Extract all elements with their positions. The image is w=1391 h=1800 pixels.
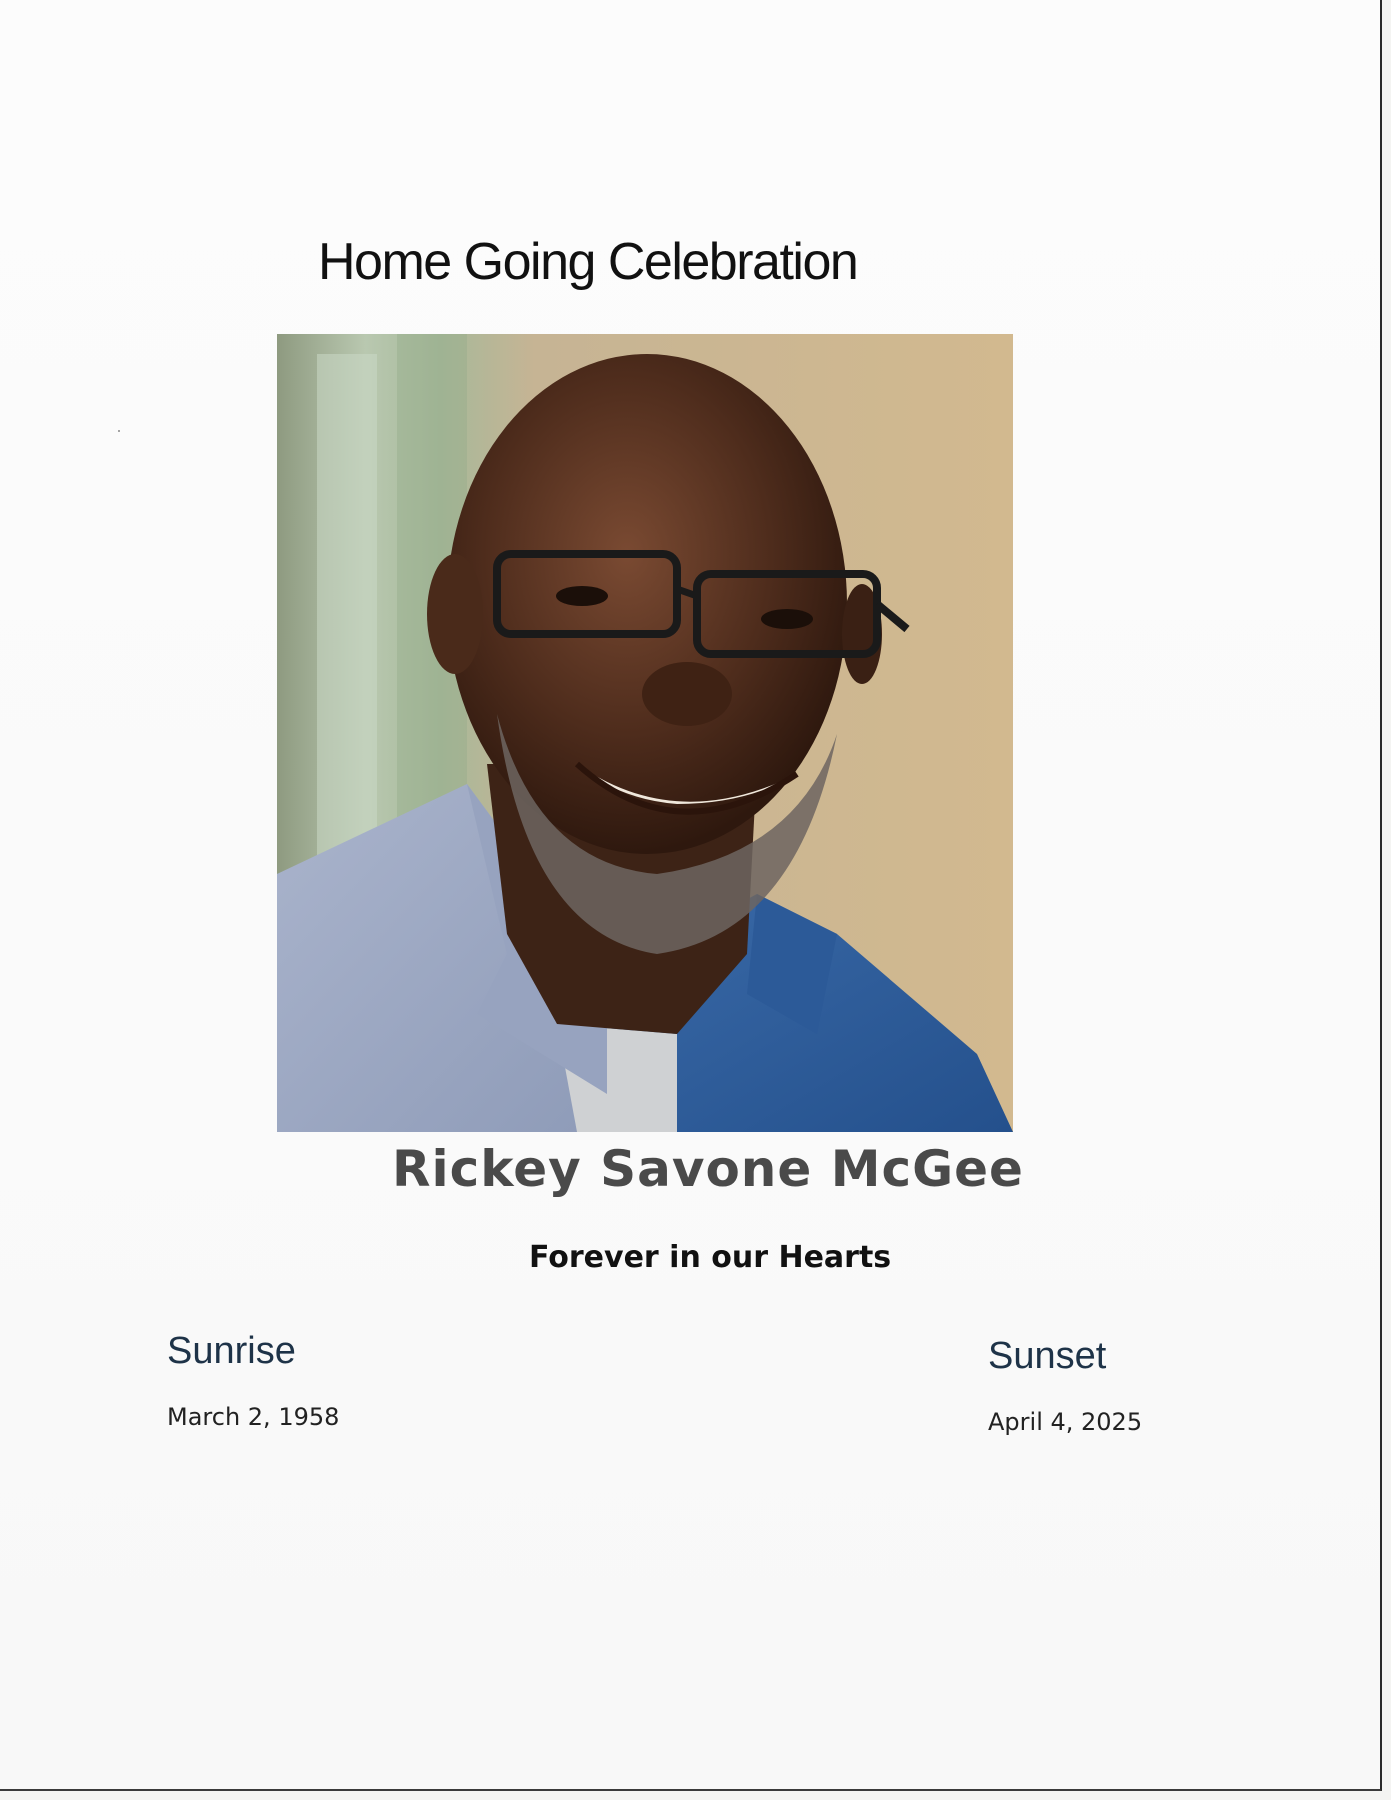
tagline: Forever in our Hearts <box>529 1240 892 1275</box>
page-title: Home Going Celebration <box>318 233 858 291</box>
portrait-illustration <box>277 334 1013 1132</box>
sunset-label: Sunset <box>988 1335 1107 1377</box>
sunrise-label: Sunrise <box>167 1330 296 1372</box>
deceased-name: Rickey Savone McGee <box>392 1140 1024 1198</box>
sunrise-date: March 2, 1958 <box>167 1403 340 1431</box>
sunset-date: April 4, 2025 <box>988 1408 1143 1436</box>
scan-speck <box>118 430 120 432</box>
portrait-photo <box>277 334 1013 1132</box>
